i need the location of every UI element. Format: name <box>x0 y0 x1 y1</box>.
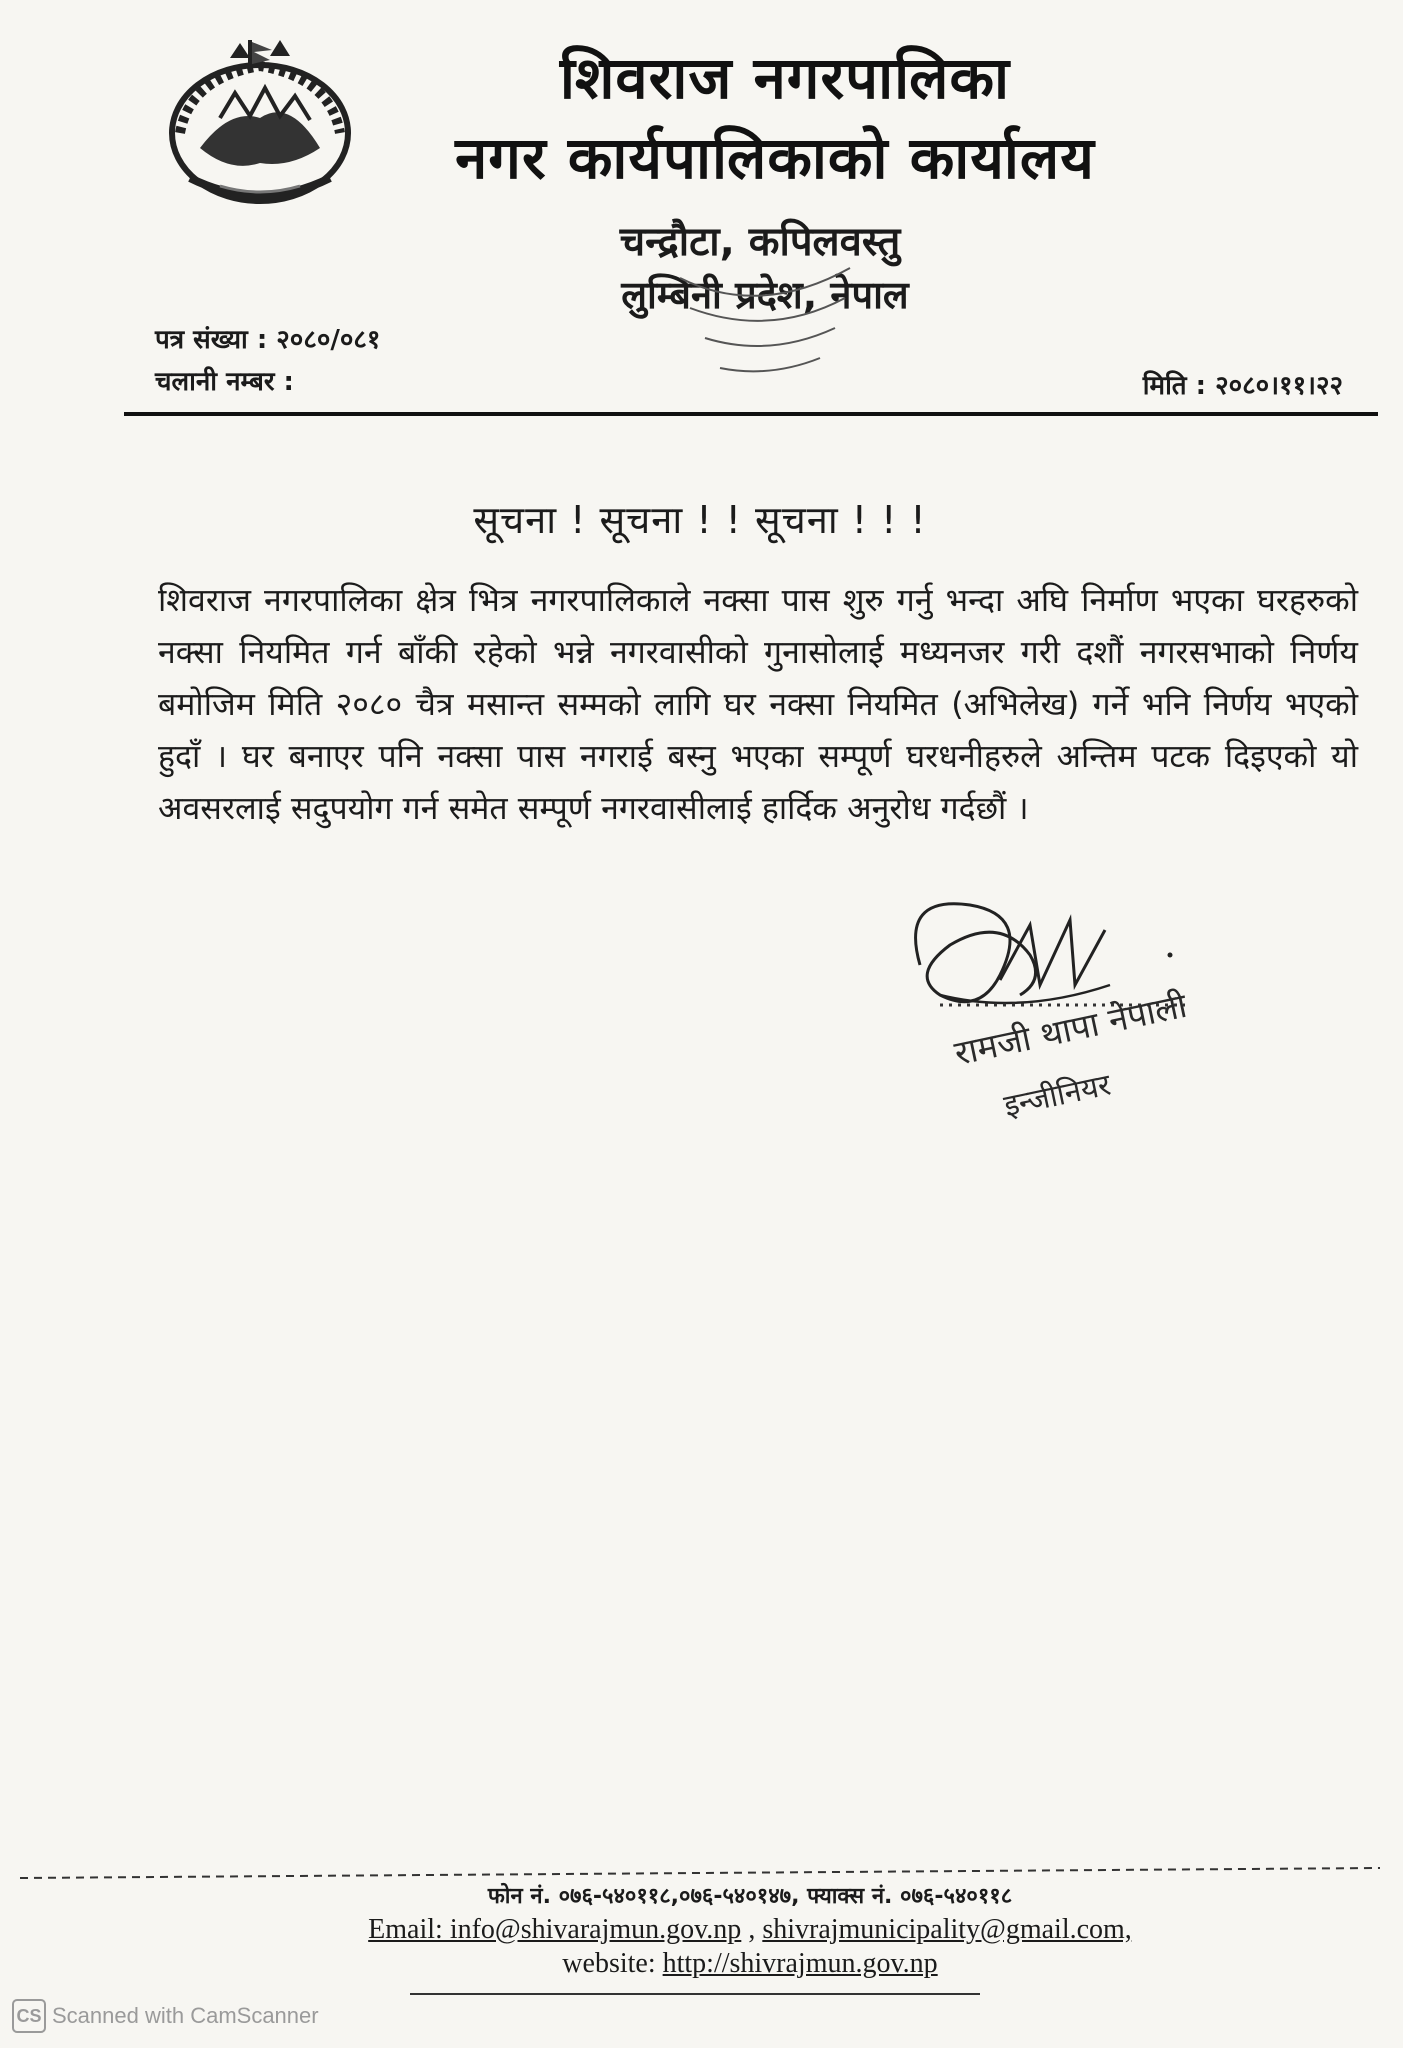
address-city: चन्द्रौटा, कपिलवस्तु <box>619 219 901 265</box>
office-name: नगर कार्यपालिकाको कार्यालय <box>455 124 1095 192</box>
notice-title: सूचना ! सूचना ! ! सूचना ! ! ! <box>473 498 927 542</box>
footer-contact <box>300 1870 1200 1980</box>
footer-email-line <box>300 1914 1200 1946</box>
dispatch-number: चलानी नम्बर : <box>155 367 294 397</box>
letter-date: मिति : २०८०।११।२२ <box>1142 371 1343 401</box>
org-title <box>395 38 1175 198</box>
gmail-link[interactable]: shivrajmunicipality@gmail.com, <box>762 1914 1132 1945</box>
footer-phone: फोन नं. ०७६-५४०११८,०७६-५४०१४७, फ्याक्स नं. ०७६-५४०११८ <box>487 1884 1013 1909</box>
header-divider <box>124 412 1378 416</box>
scanner-text: Scanned with CamScanner <box>52 2003 319 2028</box>
website-label: website: <box>562 1948 663 1979</box>
email-separator: , <box>741 1914 763 1945</box>
signatory-title: इन्जीनियर <box>1001 1067 1114 1125</box>
office-stamp-icon <box>660 258 860 388</box>
address-province: लुम्बिनी प्रदेश, नेपाल <box>621 273 909 317</box>
nepal-emblem-icon <box>160 38 360 208</box>
letter-number: पत्र संख्या : २०८०/०८१ <box>155 325 381 355</box>
camscanner-logo-icon: CS <box>12 1999 46 2033</box>
notice-body: शिवराज नगरपालिका क्षेत्र भित्र नगरपालिकाले नक्सा पास शुरु गर्नु भन्दा अघि निर्माण भएका घरहरुको नक्सा नियमित गर्न बाँकी रहेको भन्ने नगरवासीको गुनासोलाई मध्यनजर गरी दशौं नगरसभाको निर्णय बमोजिम मिति २०८० चैत्र मसान्त सम्मको लागि घर नक्सा नियमित (अभिलेख) गर्ने भनि निर्णय भएको हुदाँ । घर बनाएर पनि नक्सा पास नगराई बस्नु भएका सम्पूर्ण घरधनीहरुले अन्तिम पटक दिइएको यो अवसरलाई सदुपयोग गर्न समेत सम्पूर्ण नगरवासीलाई हार्दिक अनुरोध गर्दछौं । <box>158 581 1358 827</box>
email-link[interactable]: Email: info@shivarajmun.gov.np <box>368 1914 742 1945</box>
org-name: शिवराज नगरपालिका <box>559 44 1011 112</box>
website-link[interactable]: http://shivrajmun.gov.np <box>662 1948 938 1979</box>
scanner-watermark <box>0 1995 1403 2048</box>
letter-meta <box>155 320 380 404</box>
signatory-name: रामजी थापा नेपाली <box>951 985 1191 1075</box>
footer-website-line <box>300 1948 1200 1980</box>
